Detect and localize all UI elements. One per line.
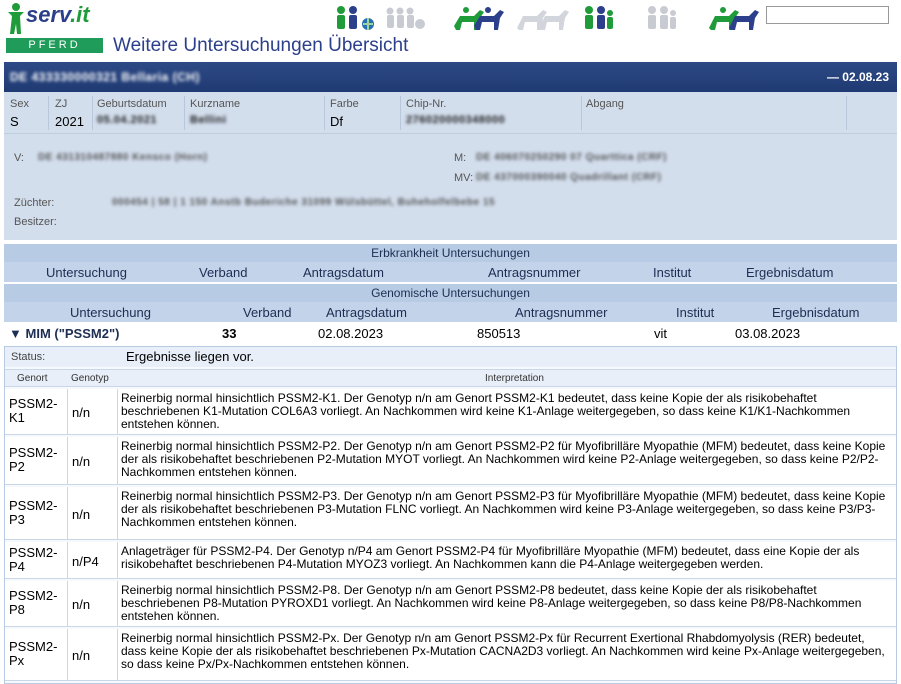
genotyp-cell: n/n: [72, 506, 91, 522]
gen-section-title: Genomische Untersuchungen: [4, 284, 897, 302]
gen-column-header: [4, 302, 897, 322]
color-value: Df: [330, 114, 343, 129]
mother-label: M:: [454, 152, 467, 164]
people-globe-icon[interactable]: [333, 4, 375, 34]
interpretation-cell: Reinerbig normal hinsichtlich PSSM2-K1. Der Genotyp n/n am Genort PSSM2-K1 bedeutet, dass keine Kopie der als risikobehaftet beschriebenen K1-Mutation COL6A3 vorliegt. An Nachkommen wird keine K1-Anlage weitergegeben, so dass keine K1/K1-Nachkommen entstehen können.: [121, 391, 851, 431]
breeder-label: Züchter:: [14, 197, 55, 209]
gen-table-row[interactable]: [4, 322, 897, 344]
people-group-icon[interactable]: [581, 4, 615, 34]
erb-column-header: [4, 262, 897, 282]
erb-col-antragsdatum[interactable]: Antragsdatum: [303, 265, 384, 280]
chip-value: 276020000348000: [406, 114, 506, 126]
chip-label: Chip-Nr.: [406, 98, 447, 110]
triangle-down-icon: ▼: [9, 326, 22, 341]
interpretation-cell: Reinerbig normal hinsichtlich PSSM2-P8. Der Genotyp n/n am Genort PSSM2-P8 bedeutet, dass keine Kopie der als risikobehaftet beschriebenen P8-Mutation PYROXD1 vorliegt. An Nachkommen wird keine P8-Anlage weitergegeben, so dass keine P8/P8-Nachkommen entstehen können.: [121, 583, 862, 623]
mother-value[interactable]: DE 406070250290 07 Quarttica (CRF): [476, 152, 667, 163]
genotyp-cell: n/n: [72, 597, 91, 612]
result-row: [5, 487, 896, 540]
horse-info-panel: [4, 92, 897, 240]
gen-row-ergebnisdatum: 03.08.2023: [735, 326, 801, 341]
gen-col-antragsdatum[interactable]: Antragsdatum: [326, 305, 407, 320]
detail-col-interpretation: Interpretation: [485, 373, 544, 384]
detail-col-genort: Genort: [17, 373, 48, 384]
birth-value: 05.04.2021: [97, 114, 158, 126]
genotyp-cell: n/P4: [72, 553, 99, 569]
zj-value: 2021: [55, 114, 84, 129]
page-title: Weitere Untersuchungen Übersicht: [113, 35, 409, 56]
birth-label: Geburtsdatum: [97, 98, 167, 110]
erb-section-title: Erbkrankheit Untersuchungen: [4, 244, 897, 262]
gen-col-institut[interactable]: Institut: [676, 305, 715, 320]
person-logo-icon: [6, 2, 28, 36]
zj-label: ZJ: [55, 98, 68, 110]
short-name-value: Bellini: [190, 114, 227, 126]
genort-cell: PSSM2-Px: [9, 639, 58, 668]
gen-col-untersuchung[interactable]: Untersuchung: [70, 305, 151, 320]
genort-cell: PSSM2-P4: [9, 544, 58, 574]
horses-faded-icon[interactable]: [513, 4, 575, 34]
header-date: 02.08.23: [842, 70, 889, 84]
gen-row-institut: vit: [654, 326, 667, 341]
search-input[interactable]: [766, 6, 889, 24]
genort-cell: PSSM2-P8: [9, 588, 58, 617]
result-row: [5, 389, 896, 435]
detail-col-genotyp: Genotyp: [71, 373, 109, 384]
exit-label: Abgang: [586, 98, 624, 110]
breeder-value: 000454 | 58 | 1 150 Anstb Buderiche 31099 Wülsbüttel, Buheholfelbebe 15: [112, 197, 496, 208]
result-row: [5, 437, 896, 485]
mv-value[interactable]: DE 437000390040 Quadrillant (CRF): [476, 172, 662, 183]
interpretation-cell: Reinerbig normal hinsichtlich PSSM2-P2. Der Genotyp n/n am Genort PSSM2-P2 für Myofibrilläre Myopathie (MFM) bedeutet, dass keine Kopie der als risikobehaftet beschriebenen P2-Mutation MYOT vorliegt. An Nachkommen wird keine P2-Anlage weitergegeben, so dass keine P2/P2-Nachkommen entstehen können.: [121, 439, 886, 479]
interpretation-cell: Anlageträger für PSSM2-P4. Der Genotyp n/P4 am Genort PSSM2-P4 für Myofibrilläre Myopathie (MFM) bedeutet, dass eine Kopie der als risikobehaftet beschriebenen P4-Mutation MYOZ3 vorliegt. An Nachkommen kann die P4-Anlage weitergegeben werden.: [121, 544, 860, 571]
horse-riders-icon[interactable]: [450, 4, 510, 34]
color-label: Farbe: [330, 98, 359, 110]
date-dash: —: [826, 70, 839, 84]
horse-rider-icon[interactable]: [705, 4, 763, 34]
erb-col-antragsnummer[interactable]: Antragsnummer: [488, 265, 581, 280]
gen-col-ergebnisdatum[interactable]: Ergebnisdatum: [772, 305, 860, 320]
servit-logo[interactable]: [6, 2, 106, 36]
result-row: [5, 629, 896, 681]
logo-text: serv.it: [26, 2, 90, 27]
father-label: V:: [14, 152, 24, 164]
people-faded-icon[interactable]: [383, 4, 425, 34]
section-badge: PFERD: [6, 38, 103, 53]
expand-row-toggle[interactable]: [9, 326, 119, 341]
owner-label: Besitzer:: [14, 216, 57, 228]
gen-row-antragsnummer: 850513: [477, 326, 521, 341]
interpretation-cell: Reinerbig normal hinsichtlich PSSM2-P3. Der Genotyp n/n am Genort PSSM2-P3 für Myofibrilläre Myopathie (MFM) bedeutet, dass keine Kopie der als risikobehaftet beschriebenen P3-Mutation FLNC vorliegt. An Nachkommen wird keine P3-Anlage weitergegeben, so dass keine P3/P3-Nachkommen entstehen können.: [121, 489, 886, 529]
genotyp-cell: n/n: [72, 454, 91, 469]
people-group-faded-icon[interactable]: [644, 4, 678, 34]
status-label: Status:: [11, 351, 46, 363]
gen-col-antragsnummer[interactable]: Antragsnummer: [515, 305, 608, 320]
genotyp-cell: n/n: [72, 648, 91, 663]
horse-title: DE 433330000321 Bellaria (CH): [10, 70, 200, 84]
gen-row-name: MIM ("PSSM2"): [25, 326, 120, 341]
sex-value: S: [10, 114, 19, 129]
sex-label: Sex: [10, 98, 29, 110]
erb-col-institut[interactable]: Institut: [653, 265, 692, 280]
erb-col-untersuchung[interactable]: Untersuchung: [46, 265, 127, 280]
mv-label: MV:: [454, 172, 474, 184]
short-name-label: Kurzname: [190, 98, 241, 110]
result-row: [5, 581, 896, 627]
gen-col-verband[interactable]: Verband: [243, 305, 292, 320]
result-row: [5, 542, 896, 579]
gen-row-verband: 33: [222, 326, 237, 341]
erb-col-ergebnisdatum[interactable]: Ergebnisdatum: [746, 265, 834, 280]
gen-row-antragsdatum: 02.08.2023: [318, 326, 384, 341]
genort-cell: PSSM2-P2: [9, 445, 58, 474]
result-detail-panel: [4, 346, 897, 684]
status-value: Ergebnisse liegen vor.: [126, 349, 254, 364]
erb-col-verband[interactable]: Verband: [199, 265, 248, 280]
genort-cell: PSSM2-P3: [9, 497, 58, 527]
genotyp-cell: n/n: [72, 405, 91, 420]
genort-cell: PSSM2-K1: [9, 396, 58, 425]
interpretation-cell: Reinerbig normal hinsichtlich PSSM2-Px. Der Genotyp n/n am Genort PSSM2-Px für Recurrent Exertional Rhabdomyolysis (RER) bedeutet, dass keine Kopie der als risikobehaftet beschriebenen Px-Mutation CACNA2D3 vorliegt. An Nachkommen wird keine Px-Anlage weitergegeben, so dass keine Px/Px-Nachkommen entstehen können.: [121, 631, 885, 671]
horse-title-bar: [4, 62, 897, 92]
father-value[interactable]: DE 431310487880 Kensco (Horn): [38, 152, 208, 163]
